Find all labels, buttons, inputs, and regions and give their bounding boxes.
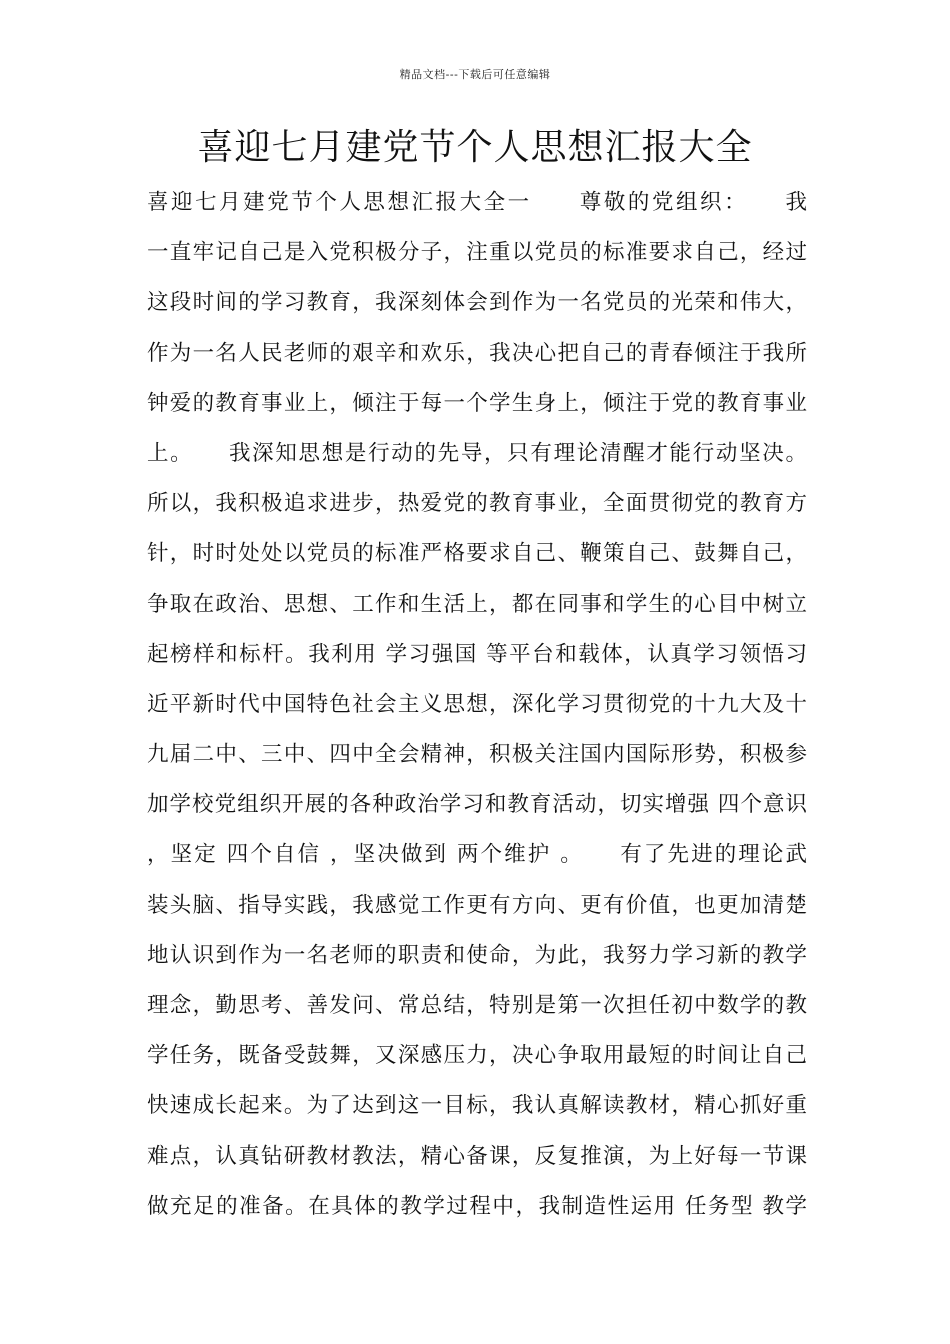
body-line: 作为一名人民老师的艰辛和欢乐，我决心把自己的青春倾注于我所 bbox=[147, 340, 807, 366]
body-line: 加学校党组织开展的各种政治学习和教育活动，切实增强 四个意识 bbox=[147, 792, 807, 818]
body-line: 钟爱的教育事业上，倾注于每一个学生身上，倾注于党的教育事业 bbox=[147, 390, 807, 416]
body-line: 这段时间的学习教育，我深刻体会到作为一名党员的光荣和伟大， bbox=[147, 290, 807, 316]
document-title: 喜迎七月建党节个人思想汇报大全 bbox=[197, 127, 753, 168]
body-line: 理念，勤思考、善发问、常总结，特别是第一次担任初中数学的教 bbox=[147, 993, 807, 1018]
body-line: 一直牢记自己是入党积极分子，注重以党员的标准要求自己，经过 bbox=[147, 240, 807, 266]
header-note: 精品文档---下载后可任意编辑 bbox=[399, 68, 551, 81]
body-line: 做充足的准备。在具体的教学过程中，我制造性运用 任务型 教学 bbox=[147, 1193, 807, 1219]
body-line: 针，时时处处以党员的标准严格要求自己、鞭策自己、鼓舞自己， bbox=[147, 541, 807, 567]
body-line: 学任务，既备受鼓舞，又深感压力，决心争取用最短的时间让自己 bbox=[147, 1043, 807, 1069]
body-line: ，坚定 四个自信 ，坚决做到 两个维护 。 有了先进的理论武 bbox=[147, 842, 807, 868]
document-body bbox=[147, 178, 807, 1232]
body-line: 地认识到作为一名老师的职责和使命，为此，我努力学习新的教学 bbox=[147, 942, 807, 968]
body-line: 起榜样和标杆。我利用 学习强国 等平台和载体，认真学习领悟习 bbox=[147, 641, 807, 667]
body-line: 所以，我积极追求进步，热爱党的教育事业，全面贯彻党的教育方 bbox=[147, 491, 807, 517]
body-line: 争取在政治、思想、工作和生活上，都在同事和学生的心目中树立 bbox=[147, 591, 807, 617]
body-line: 难点，认真钻研教材教法，精心备课，反复推演，为上好每一节课 bbox=[147, 1143, 807, 1169]
body-line: 上。 我深知思想是行动的先导，只有理论清醒才能行动坚决。 bbox=[147, 440, 807, 466]
body-line: 喜迎七月建党节个人思想汇报大全一 尊敬的党组织： 我 bbox=[147, 190, 807, 215]
body-line: 九届二中、三中、四中全会精神，积极关注国内国际形势，积极参 bbox=[147, 742, 807, 768]
body-line: 快速成长起来。为了达到这一目标，我认真解读教材，精心抓好重 bbox=[147, 1093, 807, 1119]
body-line: 近平新时代中国特色社会主义思想，深化学习贯彻党的十九大及十 bbox=[147, 691, 807, 717]
body-line: 装头脑、指导实践，我感觉工作更有方向、更有价值，也更加清楚 bbox=[147, 892, 807, 918]
